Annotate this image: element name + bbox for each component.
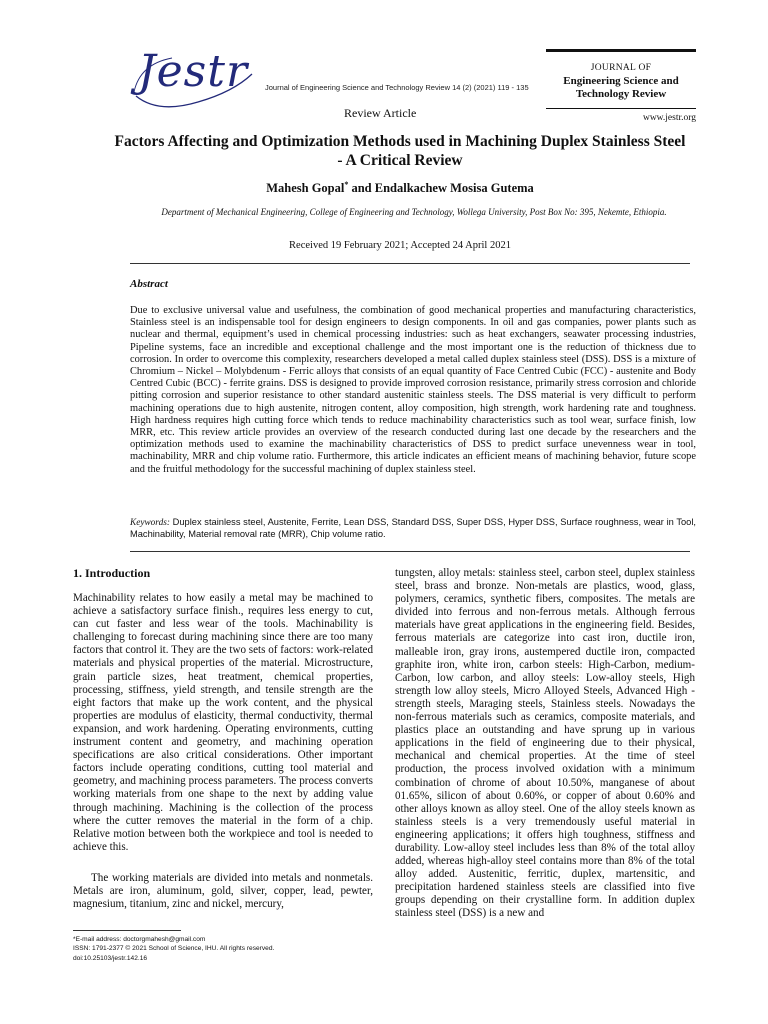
footnote-issn: ISSN: 1791-2377 © 2021 School of Science, IHU. All rights reserved. [73,945,275,953]
divider-top [130,263,690,264]
logo-wordmark: Jestr [138,46,248,97]
footnote-rule [73,930,181,931]
journal-name-box [546,62,696,101]
abstract-heading: Abstract [130,278,168,290]
journal-reference: Journal of Engineering Science and Technology Review 14 (2) (2021) 119 - 135 [265,83,529,92]
author-1: Mahesh Gopal [266,181,345,196]
footnote-email: *E-mail address: doctorgmahesh@gmail.com [73,936,206,943]
journal-name-line2: Engineering Science and [563,75,679,87]
affiliation: Department of Mechanical Engineering, College of Engineering and Technology, Wollega University, Post Box No: 395, Nekemte, Ethiopia. [161,207,667,217]
journal-name-line1: JOURNAL OF [590,63,652,73]
paper-title [100,132,700,170]
footnote-doi: doi:10.25103/jestr.142.16 [73,954,148,962]
divider-bottom [130,551,690,552]
intro-paragraph-2: The working materials are divided into metals and nonmetals. Metals are iron, aluminum, gold, silver, copper, lead, pewter, magnesium, titanium, zinc and nickel, mercury, [73,872,373,911]
title-line-2: - A Critical Review [337,152,463,169]
corresponding-mark: * [344,180,349,189]
right-column-text: tungsten, alloy metals: stainless steel, carbon steel, duplex stainless steel, brass and bronze. Non-metals are plastics, wood, glass, polymers, ceramics, synthetic fibers, composites. The metals are divided into ferrous and non-ferrous metals. Although ferrous materials have great applications in the engineering field. Besides, ferrous materials are categorize into cast iron, ductile iron, malleable iron, gray irons, austempered ductile iron, compacted graphite iron, white iron, carbon steels: High-Carbon, medium-Carbon, low carbon, and alloy steels: Low-alloy steels, High strength low alloy steels, Micro Alloyed Steels, Advanced High - strength steels, Maraging steels, Stainless steels. Nowadays the non-ferrous materials such as ceramics, composite materials, and plastics place an outstanding and have sprung up in various applications in the field of engineering due to their physical, mechanical and chemical properties. At the time of steel production, the process involved oxidation with a minimum combination of chrome of about 10.50%, manganese of about 01.65%, silicon of about 0.60%, or copper of about 0.60% and other alloys known as alloy steel. One of the alloy steels known as stainless steels is a very tremendously useful material in engineering applications; it offers high toughness, stiffness and durability. Low-alloy steel includes less than 8% of the total alloy added, whereas high-alloy steel contains more than 8% of the total alloy added. Austenitic, ferritic, duplex, martensitic, and precipitation hardened stainless steels are classified into five groups depending on their crystalline form. In addition duplex stainless steel (DSS) is a new and [395,567,695,920]
section-heading-introduction: 1. Introduction [73,566,151,580]
title-line-1: Factors Affecting and Optimization Methods used in Machining Duplex Stainless Steel [114,133,686,150]
footnotes [73,935,373,963]
authors [100,180,700,196]
journal-website-link[interactable]: www.jestr.org [642,113,696,123]
keywords-label: Keywords: [130,518,170,528]
article-type: Review Article [344,106,417,120]
intro-paragraph-1: Machinability relates to how easily a metal may be machined to achieve a satisfactory surface finish., requires less energy to cut, can cut faster and less wear of the tools. Machinability is challenging to forecast during machining since there are too many factors that control it. They are the two sets of factors: work-related materials and physical properties of the material. Microstructure, grain particle sizes, heat treatment, chemical properties, processing, stiffness, yield strength, and tensile strength are the eight factors that make up the work content, and the physical properties are modulus of elasticity, thermal conductivity, thermal expansion, and work hardening. Operating environments, cutting instrument content and geometry, and machining operation specifications are also critical considerations. Other important factors include operating conditions, cutting tool material and geometry, and machining process parameters. The process converts working materials from one shape to the next by adding value through machining. Machining is the collection of the process where the cutter removes the material in the form of a chip. Relative motion between both the workpiece and tool is needed to achieve this. [73,592,373,853]
keywords [130,517,696,541]
journal-logo [128,44,258,116]
journal-name-line3: Technology Review [575,88,667,100]
abstract-text: Due to exclusive universal value and usefulness, the combination of good mechanical properties and manufacturing characteristics, Stainless steel is an indispensable tool for design engineers to design components. In oil and gas companies, power plants such as nuclear and thermal, equipment’s used in chemical processing industries: such as heat exchangers, seawater processing industries, Pipeline systems, face an incredible and exceptional challenge and the most important one is the reduction of thickness due to corrosion. In order to overcome this complexity, researchers developed a metal called duplex stainless steel (DSS). DSS is a mixture of Chromium – Nickel – Molybdenum - Ferric alloys that consists of an equal quantity of Face Centred Cubic (FCC) - austenite and Body Centred Cubic (BCC) - ferrite grains. DSS is designed to provide improved corrosion resistance, primarily stress corrosion and chloride pitting corrosion and superior resistance to other standard austenitic stainless steels. The DSS material is very difficult to perform machining operations due to high austenite, nitrogen content, alloy composition, high strength, work hardening rate and toughness. High hardness requires high cutting force which tends to reduce machinability characteristics such as tool wear, surface finish, low MRR, etc. This review article provides an overview of the research conducted during last one decade by the researchers and the optimization methods used to examine the machinability characteristics of DSS to predict surface unevenness wear in tool, machinability, MRR and chip volume ratio. Furthermore, this article indicates an efficient means of machining behavior, future scope and the fruitful methodology for the successful machining of duplex stainless steel. [130,305,696,475]
received-dates: Received 19 February 2021; Accepted 24 April 2021 [289,240,511,251]
header-rule-bottom [546,108,696,109]
keywords-list: Duplex stainless steel, Austenite, Ferrite, Lean DSS, Standard DSS, Super DSS, Hyper DSS, Surface roughness, wear in Tool, Machinability, Material removal rate (MRR), Chip volume ratio. [130,517,696,540]
header-rule-top [546,49,696,52]
author-2: and Endalkachew Mosisa Gutema [348,181,534,196]
